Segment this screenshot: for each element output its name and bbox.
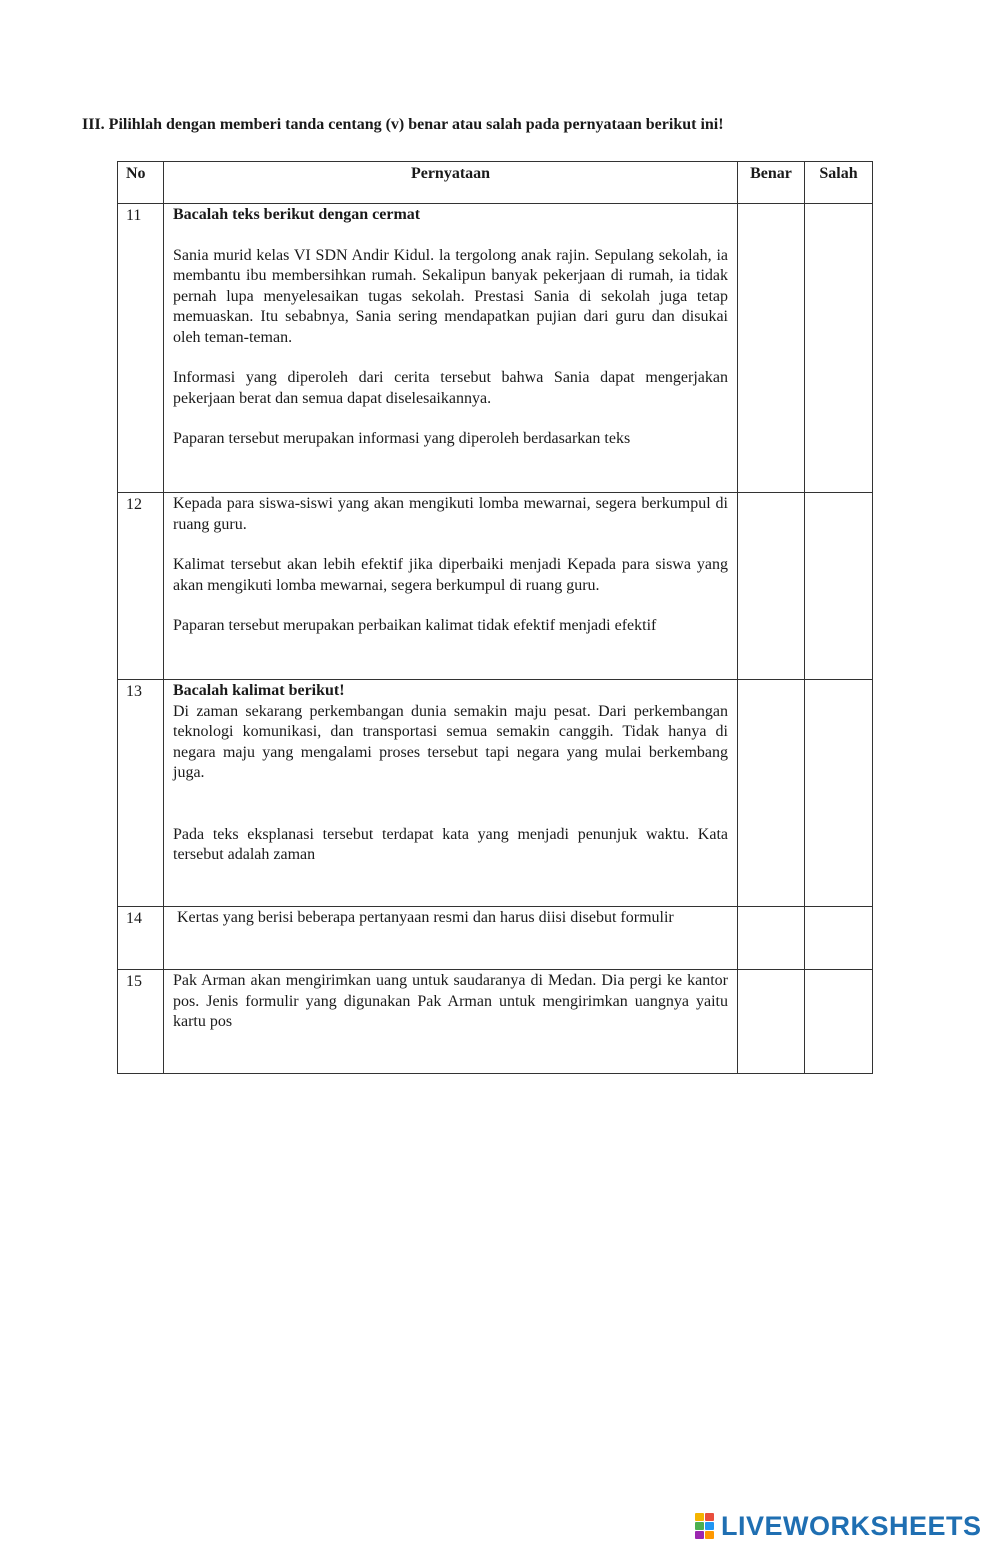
benar-answer-cell[interactable] — [738, 680, 805, 907]
statement-passage: Sania murid kelas VI SDN Andir Kidul. la tergolong anak rajin. Sepulang sekolah, ia membantu ibu membersihkan rumah. Sekalipun banyak pekerjaan di rumah, ia tidak pernah lupa menyelesaikan tugas sekolah. Prestasi Sania di sekolah juga tetap memuaskan. Itu sebabnya, Sania sering mendapatkan pujian dari guru dan disukai oleh teman-teman. — [173, 246, 728, 346]
statement-title: Bacalah teks berikut dengan cermat — [173, 206, 421, 223]
salah-answer-cell[interactable] — [805, 907, 873, 970]
salah-answer-cell[interactable] — [805, 493, 873, 680]
benar-answer-cell[interactable] — [738, 907, 805, 970]
logo-block — [705, 1513, 714, 1521]
table-row-15 — [118, 970, 873, 1074]
logo-block — [695, 1531, 704, 1539]
statement-cell — [164, 907, 738, 970]
benar-answer-cell[interactable] — [738, 204, 805, 493]
statement-claim: Informasi yang diperoleh dari cerita tersebut bahwa Sania dapat mengerjakan pekerjaan berat dan semua dapat diselesaikannya. — [173, 369, 728, 407]
table-row-13 — [118, 680, 873, 907]
statement-claim: Pada teks eksplanasi tersebut terdapat kata yang menjadi penunjuk waktu. Kata tersebut adalah zaman — [173, 825, 728, 863]
liveworksheets-logo-icon — [695, 1513, 717, 1539]
statement-sentence: Kepada para siswa-siswi yang akan mengikuti lomba mewarnai, segera berkumpul di ruang guru. — [173, 495, 728, 533]
logo-block — [695, 1513, 704, 1521]
benar-answer-cell[interactable] — [738, 970, 805, 1074]
table-row-11 — [118, 204, 873, 493]
statement-cell — [164, 680, 738, 907]
table-row-14 — [118, 907, 873, 970]
statement-title: Bacalah kalimat berikut! — [173, 682, 345, 699]
statement-note: Paparan tersebut merupakan perbaikan kalimat tidak efektif menjadi efektif — [173, 617, 657, 634]
table-row-12 — [118, 493, 873, 680]
salah-answer-cell[interactable] — [805, 970, 873, 1074]
header-benar: Benar — [738, 162, 805, 204]
liveworksheets-logo — [695, 1512, 982, 1540]
statement-cell — [164, 204, 738, 493]
statement-note: Paparan tersebut merupakan informasi yang diperoleh berdasarkan teks — [173, 430, 631, 447]
header-no: No — [118, 162, 164, 204]
statement-claim: Kertas yang berisi beberapa pertanyaan resmi dan harus diisi disebut formulir — [173, 909, 674, 926]
logo-block — [695, 1522, 704, 1530]
header-statement: Pernyataan — [164, 162, 738, 204]
statement-claim: Kalimat tersebut akan lebih efektif jika diperbaiki menjadi Kepada para siswa yang akan mengikuti lomba mewarnai, segera berkumpul di ruang guru. — [173, 556, 728, 594]
benar-answer-cell[interactable] — [738, 493, 805, 680]
statement-table — [117, 161, 873, 1074]
statement-claim: Pak Arman akan mengirimkan uang untuk saudaranya di Medan. Dia pergi ke kantor pos. Jenis formulir yang digunakan Pak Arman untuk mengirimkan uangnya yaitu kartu pos — [173, 972, 728, 1030]
logo-block — [705, 1531, 714, 1539]
statement-passage: Di zaman sekarang perkembangan dunia semakin maju pesat. Dari perkembangan teknologi komunikasi, dan transportasi semua semakin canggih. Tidak hanya di negara maju yang mengalami proses tersebut tapi negara yang mulai berkembang juga. — [173, 702, 728, 781]
row-number: 11 — [118, 204, 164, 493]
row-number: 13 — [118, 680, 164, 907]
logo-text: LIVEWORKSHEETS — [721, 1510, 982, 1541]
row-number: 15 — [118, 970, 164, 1074]
header-salah: Salah — [805, 162, 873, 204]
table-header-row — [118, 162, 873, 204]
logo-block — [705, 1522, 714, 1530]
statement-cell — [164, 493, 738, 680]
statement-cell — [164, 970, 738, 1074]
worksheet-instruction: III. Pilihlah dengan memberi tanda centang (v) benar atau salah pada pernyataan berikut ini! — [82, 116, 724, 133]
row-number: 14 — [118, 907, 164, 970]
salah-answer-cell[interactable] — [805, 680, 873, 907]
row-number: 12 — [118, 493, 164, 680]
salah-answer-cell[interactable] — [805, 204, 873, 493]
